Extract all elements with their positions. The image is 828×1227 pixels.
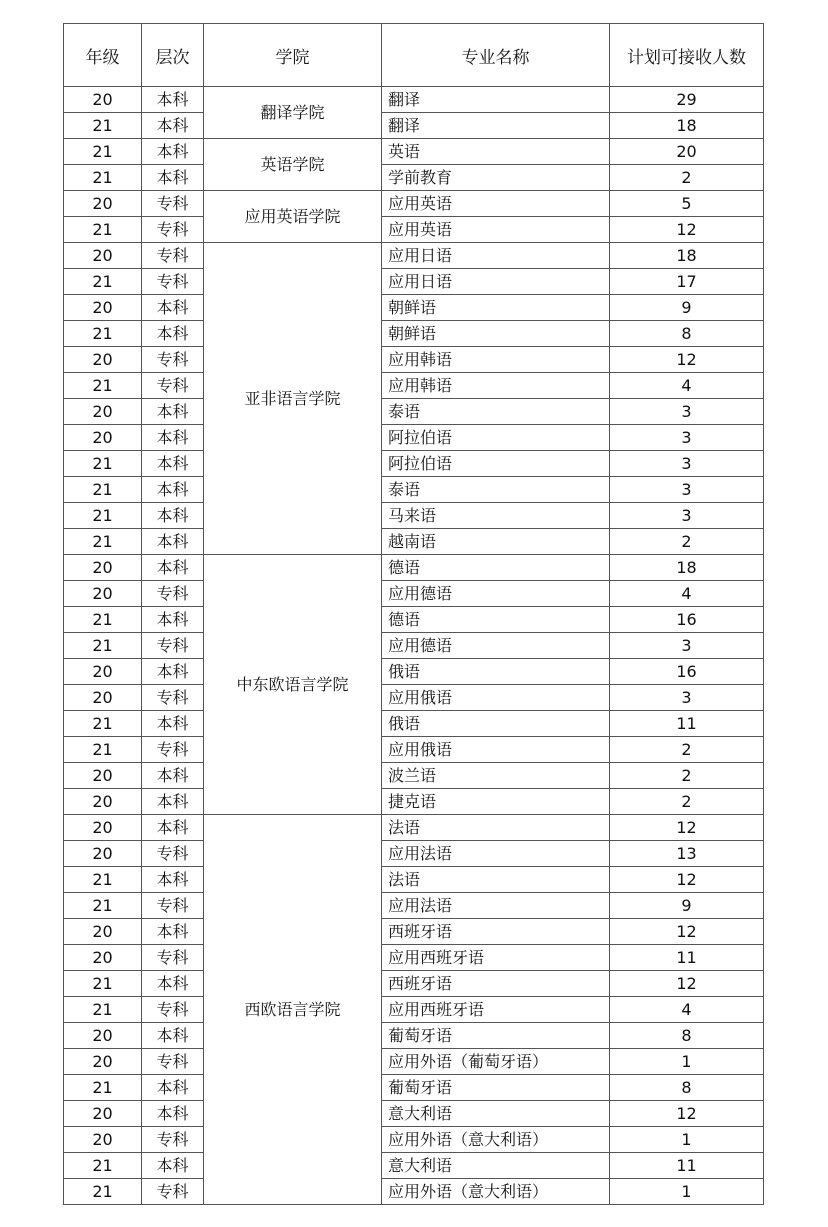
level-cell: 本科 (142, 789, 204, 815)
grade-cell: 21 (64, 503, 142, 529)
major-cell: 应用英语 (382, 217, 610, 243)
level-cell: 本科 (142, 1153, 204, 1179)
college-cell: 英语学院 (204, 139, 382, 191)
grade-cell: 20 (64, 659, 142, 685)
table-row (64, 1179, 764, 1205)
quota-cell: 18 (610, 555, 764, 581)
quota-cell: 5 (610, 191, 764, 217)
major-cell: 应用英语 (382, 191, 610, 217)
table-row (64, 1127, 764, 1153)
level-cell: 本科 (142, 1023, 204, 1049)
major-cell: 朝鲜语 (382, 295, 610, 321)
grade-cell: 21 (64, 867, 142, 893)
college-cell: 亚非语言学院 (204, 243, 382, 555)
level-cell: 专科 (142, 347, 204, 373)
major-cell: 马来语 (382, 503, 610, 529)
quota-cell: 12 (610, 815, 764, 841)
level-cell: 本科 (142, 295, 204, 321)
level-cell: 本科 (142, 711, 204, 737)
major-cell: 应用外语（意大利语） (382, 1179, 610, 1205)
level-cell: 本科 (142, 87, 204, 113)
table-row (64, 789, 764, 815)
major-cell: 朝鲜语 (382, 321, 610, 347)
grade-cell: 21 (64, 139, 142, 165)
level-cell: 本科 (142, 113, 204, 139)
level-cell: 本科 (142, 763, 204, 789)
grade-cell: 21 (64, 997, 142, 1023)
college-cell: 翻译学院 (204, 87, 382, 139)
grade-cell: 20 (64, 945, 142, 971)
grade-cell: 21 (64, 321, 142, 347)
major-cell: 应用西班牙语 (382, 945, 610, 971)
quota-cell: 29 (610, 87, 764, 113)
level-cell: 本科 (142, 815, 204, 841)
college-cell: 中东欧语言学院 (204, 555, 382, 815)
level-cell: 本科 (142, 607, 204, 633)
quota-cell: 17 (610, 269, 764, 295)
level-cell: 专科 (142, 373, 204, 399)
level-cell: 本科 (142, 165, 204, 191)
table-row (64, 269, 764, 295)
quota-cell: 2 (610, 165, 764, 191)
major-cell: 意大利语 (382, 1153, 610, 1179)
level-cell: 专科 (142, 893, 204, 919)
grade-cell: 21 (64, 113, 142, 139)
major-cell: 应用日语 (382, 269, 610, 295)
grade-cell: 20 (64, 581, 142, 607)
grade-cell: 21 (64, 477, 142, 503)
level-cell: 本科 (142, 425, 204, 451)
major-cell: 翻译 (382, 87, 610, 113)
grade-cell: 20 (64, 87, 142, 113)
level-cell: 专科 (142, 997, 204, 1023)
level-cell: 本科 (142, 1101, 204, 1127)
grade-cell: 20 (64, 347, 142, 373)
major-cell: 法语 (382, 815, 610, 841)
quota-cell: 1 (610, 1179, 764, 1205)
level-cell: 本科 (142, 321, 204, 347)
quota-cell: 3 (610, 425, 764, 451)
table-row (64, 919, 764, 945)
level-cell: 本科 (142, 477, 204, 503)
quota-cell: 1 (610, 1049, 764, 1075)
level-cell: 本科 (142, 659, 204, 685)
major-cell: 英语 (382, 139, 610, 165)
major-cell: 应用西班牙语 (382, 997, 610, 1023)
grade-cell: 20 (64, 841, 142, 867)
quota-cell: 12 (610, 347, 764, 373)
quota-cell: 11 (610, 711, 764, 737)
major-cell: 意大利语 (382, 1101, 610, 1127)
table-row (64, 607, 764, 633)
header-major: 专业名称 (382, 24, 610, 87)
table-row (64, 1101, 764, 1127)
grade-cell: 21 (64, 711, 142, 737)
level-cell: 专科 (142, 945, 204, 971)
quota-cell: 13 (610, 841, 764, 867)
major-cell: 俄语 (382, 711, 610, 737)
quota-cell: 11 (610, 1153, 764, 1179)
quota-cell: 1 (610, 1127, 764, 1153)
major-cell: 应用俄语 (382, 685, 610, 711)
table-row (64, 425, 764, 451)
major-cell: 应用外语（葡萄牙语） (382, 1049, 610, 1075)
quota-cell: 18 (610, 113, 764, 139)
quota-table-container (63, 23, 764, 1205)
major-cell: 应用德语 (382, 581, 610, 607)
major-cell: 西班牙语 (382, 919, 610, 945)
table-row (64, 529, 764, 555)
grade-cell: 21 (64, 1179, 142, 1205)
level-cell: 本科 (142, 1075, 204, 1101)
quota-cell: 12 (610, 217, 764, 243)
table-row (64, 763, 764, 789)
major-cell: 泰语 (382, 399, 610, 425)
quota-cell: 3 (610, 503, 764, 529)
grade-cell: 21 (64, 529, 142, 555)
quota-cell: 2 (610, 763, 764, 789)
major-cell: 应用韩语 (382, 347, 610, 373)
quota-cell: 3 (610, 477, 764, 503)
level-cell: 本科 (142, 529, 204, 555)
level-cell: 专科 (142, 685, 204, 711)
quota-cell: 16 (610, 659, 764, 685)
major-cell: 波兰语 (382, 763, 610, 789)
table-row (64, 1153, 764, 1179)
major-cell: 越南语 (382, 529, 610, 555)
grade-cell: 20 (64, 555, 142, 581)
table-row (64, 321, 764, 347)
major-cell: 应用日语 (382, 243, 610, 269)
table-row (64, 217, 764, 243)
quota-cell: 9 (610, 893, 764, 919)
table-row (64, 503, 764, 529)
major-cell: 俄语 (382, 659, 610, 685)
table-row (64, 191, 764, 217)
header-quota: 计划可接收人数 (610, 24, 764, 87)
major-cell: 应用韩语 (382, 373, 610, 399)
grade-cell: 21 (64, 217, 142, 243)
grade-cell: 20 (64, 399, 142, 425)
grade-cell: 20 (64, 1127, 142, 1153)
level-cell: 专科 (142, 1127, 204, 1153)
level-cell: 本科 (142, 451, 204, 477)
grade-cell: 20 (64, 1101, 142, 1127)
major-cell: 应用俄语 (382, 737, 610, 763)
major-cell: 阿拉伯语 (382, 451, 610, 477)
grade-cell: 21 (64, 971, 142, 997)
table-row (64, 1023, 764, 1049)
major-cell: 葡萄牙语 (382, 1023, 610, 1049)
grade-cell: 20 (64, 815, 142, 841)
quota-table (63, 23, 764, 1205)
major-cell: 阿拉伯语 (382, 425, 610, 451)
table-body (64, 87, 764, 1205)
quota-cell: 2 (610, 529, 764, 555)
grade-cell: 20 (64, 425, 142, 451)
table-header (64, 24, 764, 87)
grade-cell: 20 (64, 685, 142, 711)
major-cell: 应用外语（意大利语） (382, 1127, 610, 1153)
grade-cell: 21 (64, 893, 142, 919)
quota-cell: 11 (610, 945, 764, 971)
table-row (64, 659, 764, 685)
college-cell: 西欧语言学院 (204, 815, 382, 1205)
table-row (64, 243, 764, 269)
major-cell: 学前教育 (382, 165, 610, 191)
table-row (64, 1049, 764, 1075)
quota-cell: 3 (610, 451, 764, 477)
quota-cell: 8 (610, 321, 764, 347)
quota-cell: 3 (610, 399, 764, 425)
major-cell: 德语 (382, 555, 610, 581)
level-cell: 本科 (142, 919, 204, 945)
major-cell: 德语 (382, 607, 610, 633)
grade-cell: 21 (64, 165, 142, 191)
header-college: 学院 (204, 24, 382, 87)
level-cell: 专科 (142, 841, 204, 867)
grade-cell: 20 (64, 1049, 142, 1075)
quota-cell: 16 (610, 607, 764, 633)
table-row (64, 373, 764, 399)
quota-cell: 2 (610, 789, 764, 815)
quota-cell: 9 (610, 295, 764, 321)
table-row (64, 945, 764, 971)
table-row (64, 867, 764, 893)
college-cell: 应用英语学院 (204, 191, 382, 243)
grade-cell: 21 (64, 373, 142, 399)
major-cell: 应用德语 (382, 633, 610, 659)
grade-cell: 20 (64, 1023, 142, 1049)
table-row (64, 971, 764, 997)
level-cell: 专科 (142, 243, 204, 269)
grade-cell: 20 (64, 191, 142, 217)
level-cell: 专科 (142, 1179, 204, 1205)
level-cell: 专科 (142, 191, 204, 217)
level-cell: 专科 (142, 217, 204, 243)
quota-cell: 20 (610, 139, 764, 165)
quota-cell: 3 (610, 633, 764, 659)
table-row (64, 893, 764, 919)
table-row (64, 347, 764, 373)
level-cell: 本科 (142, 867, 204, 893)
quota-cell: 18 (610, 243, 764, 269)
grade-cell: 21 (64, 607, 142, 633)
table-row (64, 451, 764, 477)
table-row (64, 633, 764, 659)
major-cell: 西班牙语 (382, 971, 610, 997)
major-cell: 法语 (382, 867, 610, 893)
table-row (64, 139, 764, 165)
level-cell: 专科 (142, 269, 204, 295)
quota-cell: 2 (610, 737, 764, 763)
table-row (64, 113, 764, 139)
major-cell: 翻译 (382, 113, 610, 139)
major-cell: 泰语 (382, 477, 610, 503)
table-row (64, 997, 764, 1023)
quota-cell: 12 (610, 919, 764, 945)
grade-cell: 21 (64, 269, 142, 295)
quota-cell: 12 (610, 971, 764, 997)
header-row (64, 24, 764, 87)
quota-cell: 4 (610, 581, 764, 607)
grade-cell: 21 (64, 451, 142, 477)
table-row (64, 555, 764, 581)
quota-cell: 8 (610, 1023, 764, 1049)
header-level: 层次 (142, 24, 204, 87)
table-row (64, 685, 764, 711)
quota-cell: 12 (610, 1101, 764, 1127)
major-cell: 捷克语 (382, 789, 610, 815)
table-row (64, 841, 764, 867)
header-grade: 年级 (64, 24, 142, 87)
grade-cell: 21 (64, 1075, 142, 1101)
level-cell: 本科 (142, 971, 204, 997)
quota-cell: 8 (610, 1075, 764, 1101)
level-cell: 本科 (142, 139, 204, 165)
level-cell: 本科 (142, 399, 204, 425)
grade-cell: 21 (64, 1153, 142, 1179)
table-row (64, 295, 764, 321)
table-row (64, 1075, 764, 1101)
table-row (64, 737, 764, 763)
table-row (64, 477, 764, 503)
quota-cell: 12 (610, 867, 764, 893)
major-cell: 应用法语 (382, 893, 610, 919)
quota-cell: 4 (610, 373, 764, 399)
table-row (64, 711, 764, 737)
level-cell: 专科 (142, 581, 204, 607)
table-row (64, 87, 764, 113)
level-cell: 本科 (142, 555, 204, 581)
table-row (64, 399, 764, 425)
grade-cell: 20 (64, 763, 142, 789)
table-row (64, 165, 764, 191)
table-row (64, 581, 764, 607)
level-cell: 专科 (142, 633, 204, 659)
table-row (64, 815, 764, 841)
grade-cell: 21 (64, 737, 142, 763)
grade-cell: 20 (64, 789, 142, 815)
major-cell: 葡萄牙语 (382, 1075, 610, 1101)
quota-cell: 3 (610, 685, 764, 711)
grade-cell: 20 (64, 295, 142, 321)
major-cell: 应用法语 (382, 841, 610, 867)
grade-cell: 21 (64, 633, 142, 659)
quota-cell: 4 (610, 997, 764, 1023)
level-cell: 专科 (142, 1049, 204, 1075)
level-cell: 本科 (142, 503, 204, 529)
grade-cell: 20 (64, 919, 142, 945)
grade-cell: 20 (64, 243, 142, 269)
level-cell: 专科 (142, 737, 204, 763)
